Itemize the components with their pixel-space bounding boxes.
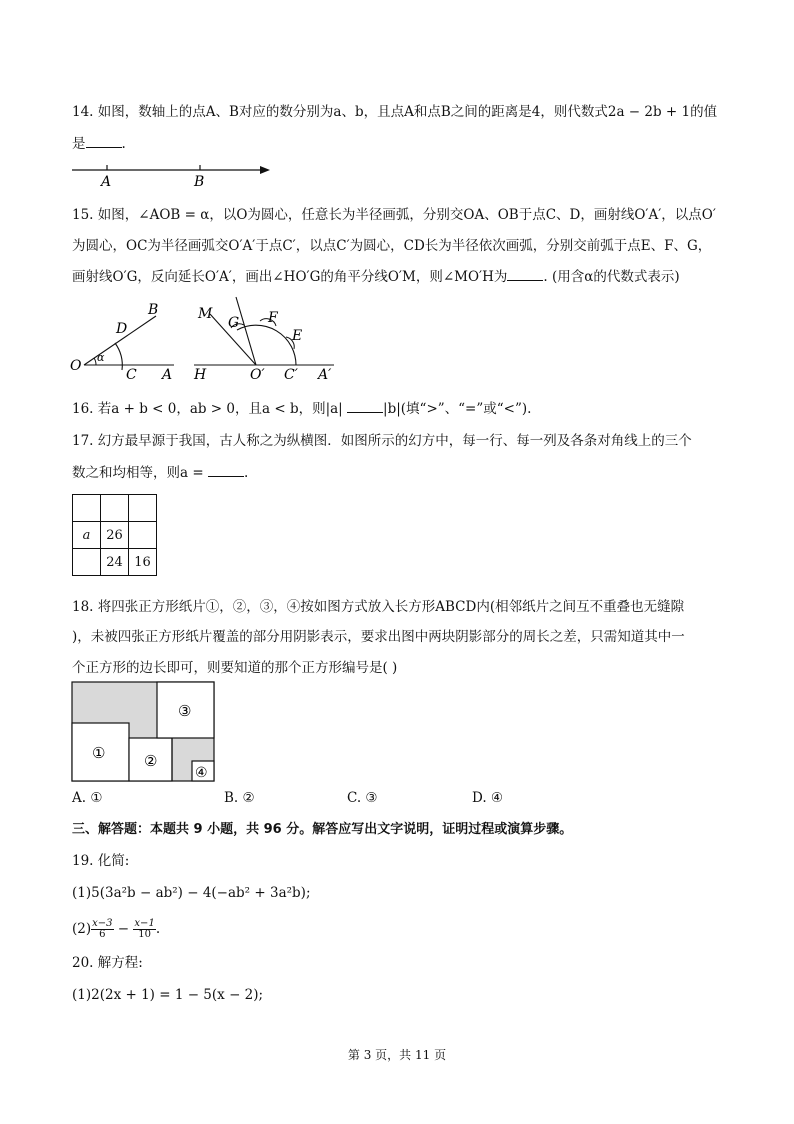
point-b-label: B [194, 174, 205, 190]
q15-text-line2: 为圆心，OC为半径画弧交O′A′于点C′，以点C′为圆心，CD长为半径依次画弧，分别交前弧于点E、F、G， [72, 238, 712, 254]
magic-square-row [73, 549, 157, 576]
label-o: O [70, 358, 82, 374]
label-m: M [198, 306, 213, 322]
magic-square-cell: 16 [129, 549, 157, 576]
q15-text-line1: 15. 如图，∠AOB = α，以O为圆心，任意长为半径画弧，分别交OA、OB于点C、D，画射线O′A′，以点O′ [72, 207, 716, 223]
label-c: C [126, 367, 137, 383]
label-e: E [292, 328, 303, 344]
q14-text-line2 [72, 134, 126, 153]
square-2-label: ② [144, 752, 158, 770]
arc-cd [115, 343, 122, 370]
q16-suffix: |b|(填“>”、“=”或“<”). [383, 401, 532, 417]
label-d: D [116, 321, 128, 337]
magic-square-row [73, 522, 157, 549]
square-1-label: ① [92, 744, 106, 762]
q15-line3-prefix: 画射线O′G，反向延长O′A′，画出∠HO′G的角平分线O′M，则∠MO′H为 [72, 269, 508, 285]
label-c-prime: C′ [284, 367, 298, 383]
fraction-2-denominator: 10 [138, 929, 151, 940]
q14-text-line1: 14. 如图，数轴上的点A、B对应的数分别为a、b，且点A和点B之间的距离是4，则代数式2a − 2b + 1的值 [72, 104, 718, 120]
magic-square-grid [72, 494, 157, 576]
section-heading: 三、解答题：本题共 9 小题，共 96 分。解答应写出文字说明，证明过程或演算步骤。 [72, 822, 573, 837]
magic-square-cell [73, 495, 101, 522]
fraction-2 [133, 919, 155, 940]
rectangle-squares-figure [71, 681, 217, 784]
q14-line2-prefix: 是 [72, 136, 86, 152]
label-o-prime: O′ [250, 367, 265, 383]
q18-text-line2: )，未被四张正方形纸片覆盖的部分用阴影表示，要求出图中两块阴影部分的周长之差，只需知道其中一 [72, 629, 685, 645]
number-line-arrow [260, 166, 270, 174]
q15-answer-blank [507, 267, 543, 281]
q17-line2-suffix: . [243, 465, 249, 481]
fraction-1 [91, 919, 113, 940]
q20-part1: (1)2(2x + 1) = 1 − 5(x − 2); [72, 987, 264, 1003]
q18-text-line3: 个正方形的边长即可，则要知道的那个正方形编号是( ) [72, 660, 398, 676]
q15-text-line3 [72, 267, 680, 286]
option-d[interactable]: D. ④ [472, 790, 504, 806]
q17-text-line2 [72, 463, 248, 482]
magic-square-row [73, 495, 157, 522]
q19-part2-suffix: . [155, 921, 161, 937]
q19-part2-prefix: (2) [72, 921, 92, 937]
q17-answer-blank [208, 463, 244, 477]
label-h: H [194, 367, 207, 383]
angle-construction-figure [66, 294, 346, 384]
q16-text [72, 399, 531, 418]
label-a: A [162, 367, 173, 383]
q19-title: 19. 化简: [72, 853, 130, 869]
q14-answer-blank [86, 134, 122, 148]
magic-square-cell [129, 495, 157, 522]
q18-text-line1: 18. 将四张正方形纸片①，②，③，④按如图方式放入长方形ABCD内(相邻纸片之间互不重叠也无缝隙 [72, 599, 685, 615]
magic-square-cell: 26 [101, 522, 129, 549]
ray-o-prime-g [236, 297, 256, 365]
alpha-arc [94, 358, 96, 365]
label-f: F [268, 310, 278, 326]
option-c[interactable]: C. ③ [347, 790, 378, 806]
q19-minus: − [113, 921, 134, 937]
fraction-1-numerator: x−3 [92, 918, 113, 929]
q17-text-line1: 17. 幻方最早源于我国，古人称之为纵横图．如图所示的幻方中，每一行、每一列及各条对角线上的三个 [72, 433, 692, 449]
magic-square-cell [129, 522, 157, 549]
q15-line3-suffix: . (用含α的代数式表示) [543, 269, 680, 285]
page-footer: 第 3 页，共 11 页 [347, 1048, 447, 1062]
label-b: B [148, 302, 159, 318]
option-a[interactable]: A. ① [72, 790, 103, 806]
magic-square-cell [73, 549, 101, 576]
q16-prefix: 16. 若a + b < 0，ab > 0，且a < b，则|a| [72, 401, 343, 417]
magic-square-cell [101, 495, 129, 522]
label-a-prime: A′ [318, 367, 332, 383]
q19-part1: (1)5(3a²b − ab²) − 4(−ab² + 3a²b); [72, 885, 311, 901]
q14-line2-suffix: . [121, 136, 126, 152]
label-alpha: α [97, 351, 105, 364]
q17-line2-prefix: 数之和均相等，则a = [72, 465, 204, 481]
label-g: G [228, 315, 240, 331]
square-3-label: ③ [178, 702, 192, 720]
q20-title: 20. 解方程: [72, 955, 143, 971]
fraction-2-numerator: x−1 [134, 918, 155, 929]
magic-square-cell: 24 [101, 549, 129, 576]
number-line-figure [66, 158, 276, 192]
square-4-label: ④ [195, 765, 208, 781]
fraction-1-denominator: 6 [99, 929, 106, 940]
point-a-label: A [101, 174, 112, 190]
magic-square-cell: a [73, 522, 101, 549]
option-b[interactable]: B. ② [224, 790, 255, 806]
q19-part2 [72, 916, 160, 942]
q16-answer-blank [347, 399, 383, 413]
